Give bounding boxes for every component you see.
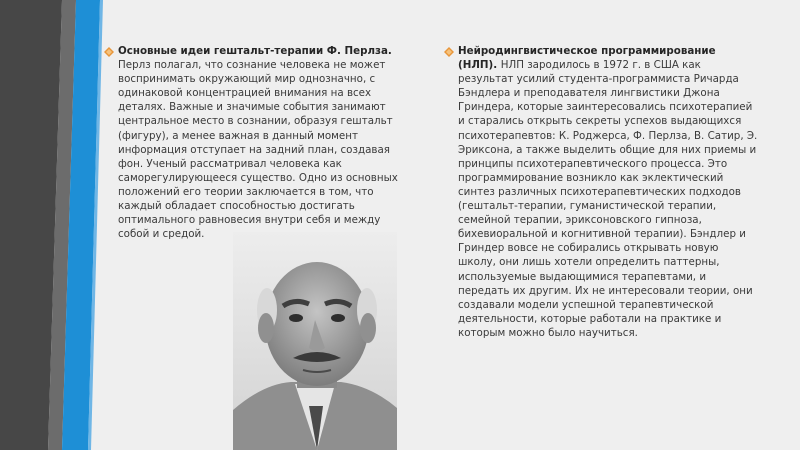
left-body-text: Перлз полагал, что сознание человека не может воспринимать окружающий мир однозначно, с одинаковой концентрацией внимания на всех деталях. Важные и значимые события занимают центральное место в сознании, образуя гештальт (фигуру), а менее важная в данный момент информация отступает на задний план, создавая фон. Ученый рассматривал человека как саморегулирующееся существо. Одно из основных положений его теории заключается в том, что каждый обладает способностью достигать оптимального равновесия внутри себя и между собой и средой. <box>118 59 398 241</box>
diamond-bullet-icon <box>104 47 114 57</box>
right-heading: Нейродингвистическое программирование (НЛП). <box>458 45 716 72</box>
left-column <box>118 44 408 241</box>
diamond-bullet-icon <box>444 47 454 57</box>
right-column <box>458 44 758 340</box>
left-heading: Основные идеи гештальт-терапии Ф. Перлза. <box>118 45 392 57</box>
portrait-photo <box>233 232 397 450</box>
right-body-text: НЛП зародилось в 1972 г. в США как результат усилий студента-программиста Ричарда Бэндлера и преподавателя лингвистики Джона Гриндера, которые заинтересовались психотерапией и старались открыть секреты успехов выдающихся психотерапевтов: К. Роджерса, Ф. Перлза, В. Сатир, Э. Эриксона, а также выделить общие для них приемы и принципы психотерапевтического процесса. Это программирование возникло как эклектический синтез различных психотерапевтических подходов (гештальт-терапии, гуманистической терапии, семейной терапии, эриксоновского гипноза, бихевиоральной и когнитивной терапии). Бэндлер и Гриндер вовсе не собирались открывать новую школу, они лишь хотели определить паттерны, используемые выдающимися терапевтами, и передать их другим. Их не интересовали теории, они создавали модели успешной терапевтической деятельности, которые работали на практике и которым можно было научиться. <box>458 59 758 339</box>
